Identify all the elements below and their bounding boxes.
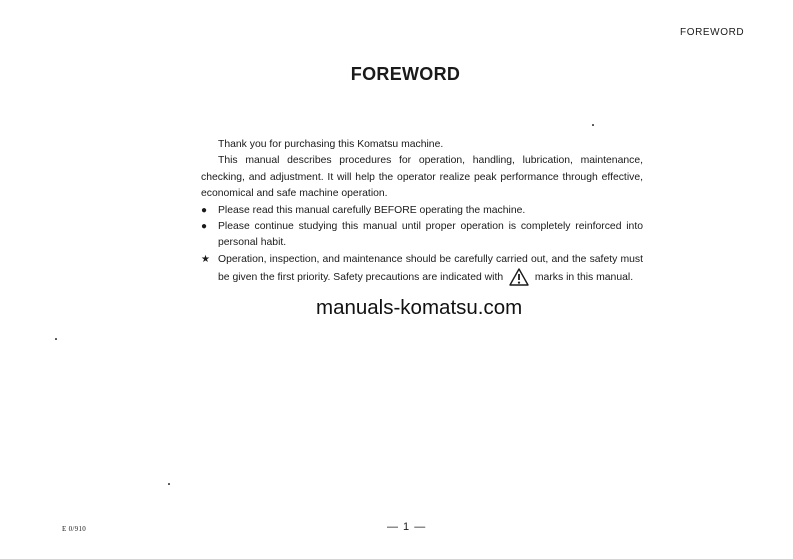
warning-triangle-icon: [509, 268, 529, 292]
scan-speck: [55, 338, 57, 340]
footer-code: E 0/910: [62, 525, 87, 533]
watermark-text: manuals-komatsu.com: [316, 296, 523, 319]
list-item: [201, 203, 643, 219]
bullet-text: Please continue studying this manual until proper operation is completely reinforced into personal habit.: [218, 221, 643, 249]
bullet-icon: ●: [201, 204, 208, 216]
intro-paragraph-2: This manual describes procedures for operation, handling, lubrication, maintenance, checking, and adjustment. It will help the operator realize peak performance through effective, economical and safe machine operation.: [201, 155, 643, 200]
list-item: [201, 252, 643, 293]
page-title: FOREWORD: [350, 64, 461, 84]
list-item: [201, 219, 643, 252]
scan-speck: [592, 124, 594, 126]
header-section-label: FOREWORD: [680, 27, 745, 38]
bullet-icon: ●: [201, 221, 208, 233]
star-icon: ★: [201, 253, 210, 265]
star-item-text-after: marks in this manual.: [534, 272, 634, 284]
bullet-text: Please read this manual carefully BEFORE operating the machine.: [218, 204, 526, 216]
foreword-body: [201, 137, 643, 293]
intro-paragraph-1: Thank you for purchasing this Komatsu machine.: [218, 139, 444, 150]
page-number: — 1 —: [387, 521, 427, 533]
scan-speck: [168, 483, 170, 485]
star-item-text-before: Operation, inspection, and maintenance should be carefully carried out, and the safety must be given the first priority. Safety precautions are indicated with: [218, 253, 643, 284]
